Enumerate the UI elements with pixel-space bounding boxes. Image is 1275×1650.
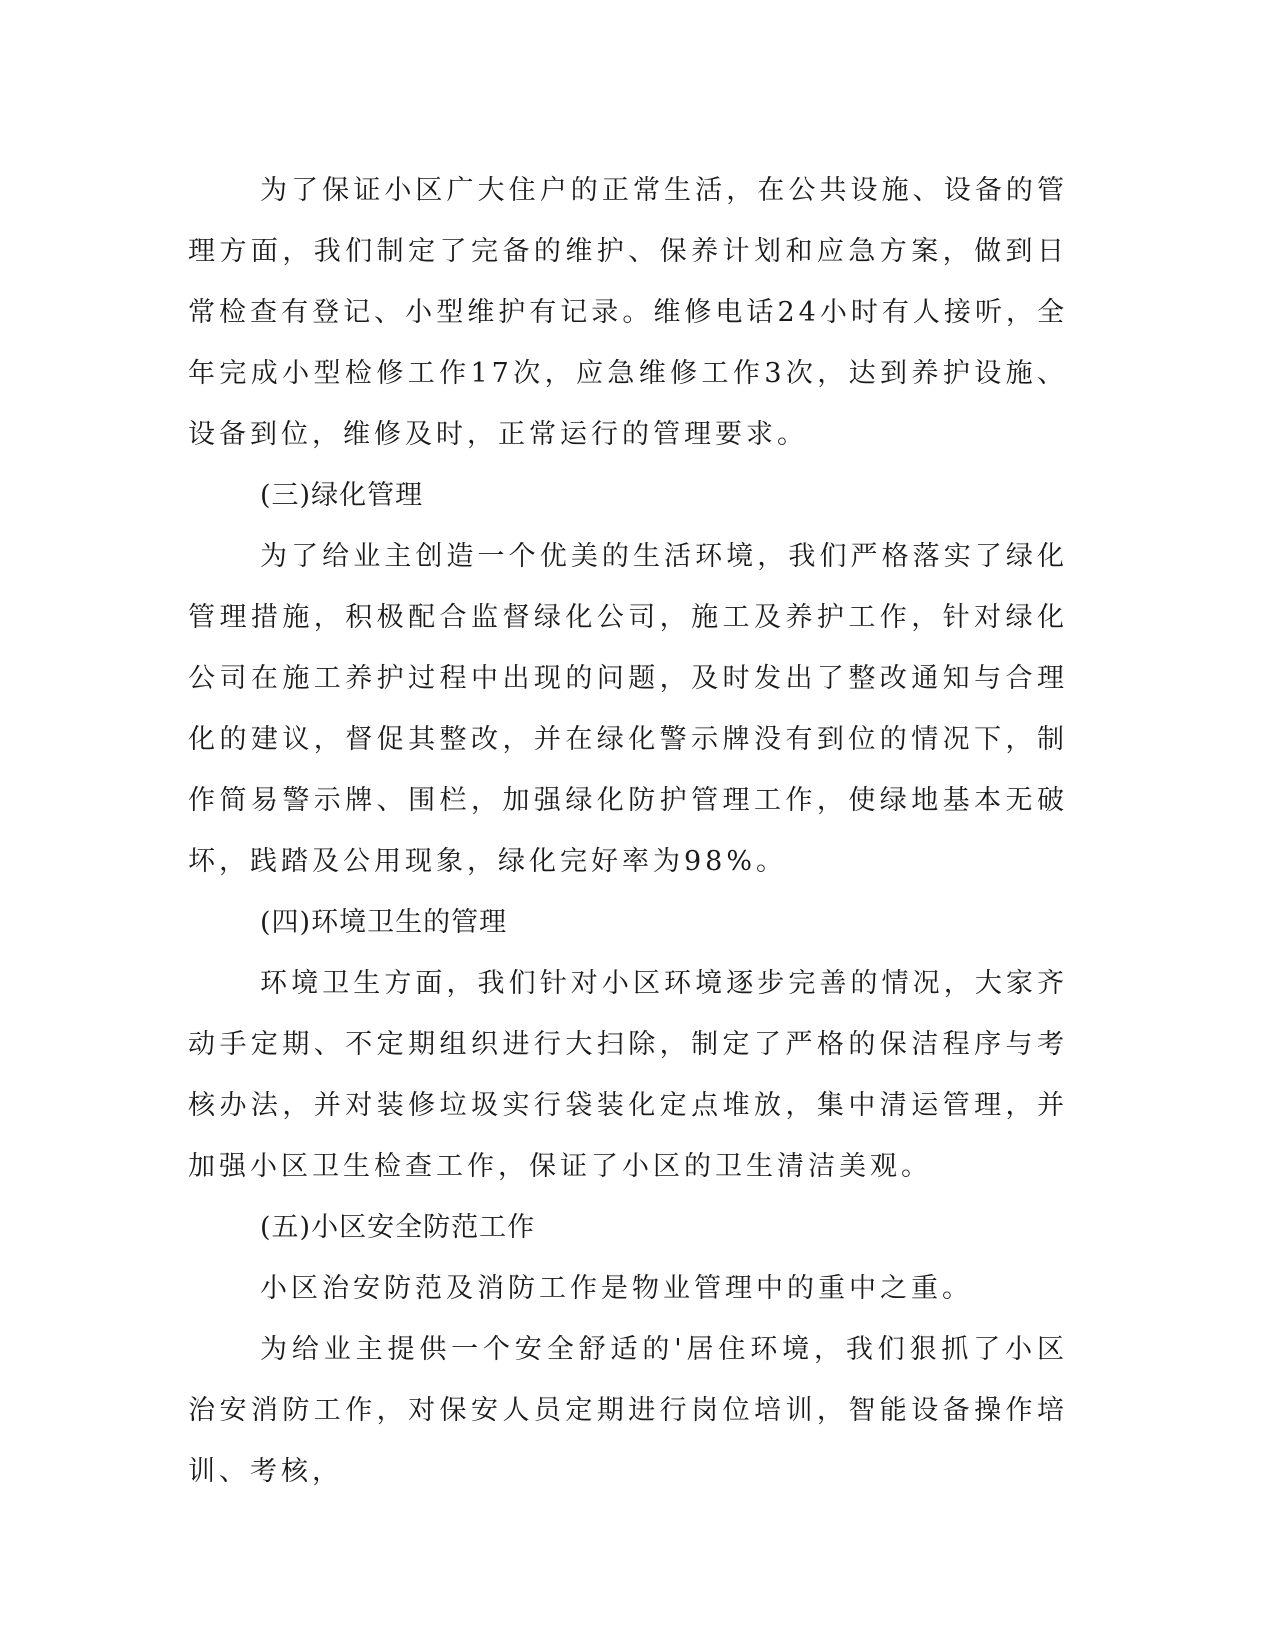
paragraph-greening-management: 为了给业主创造一个优美的生活环境，我们严格落实了绿化管理措施，积极配合监督绿化公司，施工及养护工作，针对绿化公司在施工养护过程中出现的问题，及时发出了整改通知与合理化的建议，督促其整改，并在绿化警示牌没有到位的情况下，制作简易警示牌、围栏，加强绿化防护管理工作，使绿地基本无破坏，践踏及公用现象，绿化完好率为98%。 (188, 541, 1068, 877)
paragraph-security-measures: 为给业主提供一个安全舒适的'居住环境，我们狠抓了小区治安消防工作，对保安人员定期进行岗位培训，智能设备操作培训、考核， (188, 1334, 1068, 1487)
heading-greening-management: (三)绿化管理 (260, 480, 424, 511)
heading-security-prevention: (五)小区安全防范工作 (260, 1212, 536, 1243)
paragraph-environment-hygiene: 环境卫生方面，我们针对小区环境逐步完善的情况，大家齐动手定期、不定期组织进行大扫除，制定了严格的保洁程序与考核办法，并对装修垃圾实行袋装化定点堆放，集中清运管理，并加强小区卫生检查工作，保证了小区的卫生清洁美观。 (188, 968, 1068, 1182)
paragraph-facility-maintenance: 为了保证小区广大住户的正常生活，在公共设施、设备的管理方面，我们制定了完备的维护、保养计划和应急方案，做到日常检查有登记、小型维护有记录。维修电话24小时有人接听，全年完成小型检修工作17次，应急维修工作3次，达到养护设施、设备到位，维修及时，正常运行的管理要求。 (188, 175, 1068, 450)
document-body (188, 160, 1068, 1502)
paragraph-security-priority: 小区治安防范及消防工作是物业管理中的重中之重。 (260, 1273, 973, 1304)
heading-environment-hygiene: (四)环境卫生的管理 (260, 907, 508, 938)
